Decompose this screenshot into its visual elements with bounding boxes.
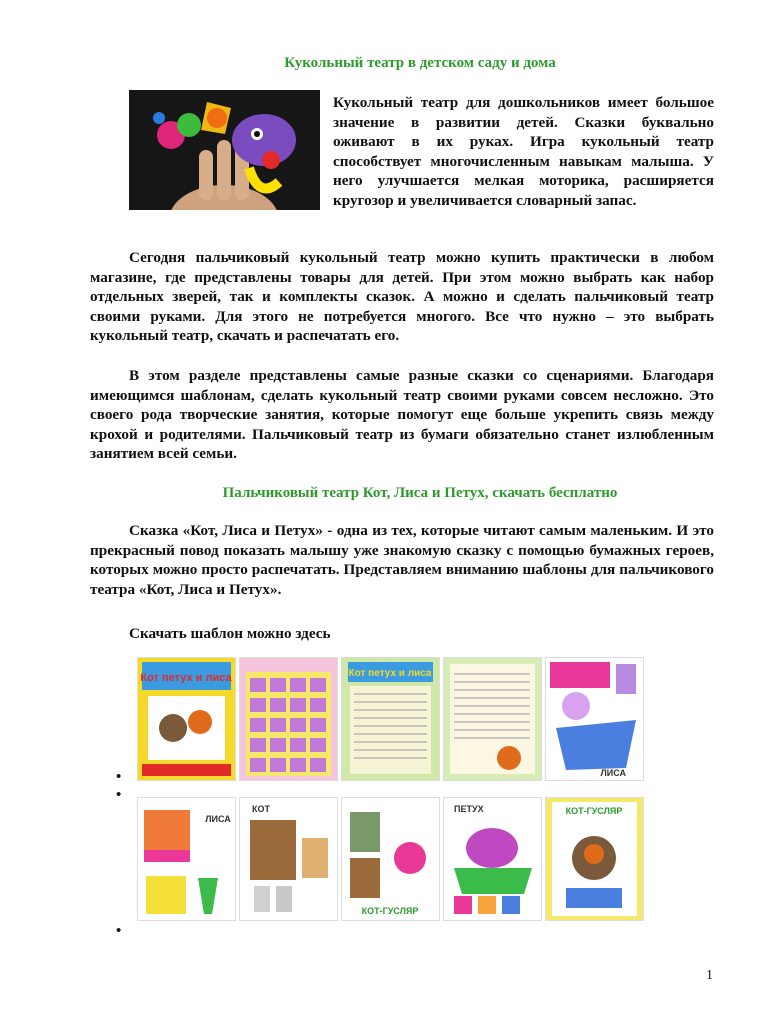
template-thumbnail-cover[interactable] [137, 657, 236, 781]
cat-gusliar-label-text-2: КОТ-ГУСЛЯР [565, 806, 623, 816]
paragraph-section-info: В этом разделе представлены самые разные сказки со сценариями. Благодаря имеющимся шаблонам, сделать кукольный театр своими руками совсем несложно. Это своего рода творческие занятия, которые помогут еще больше укрепить связь между крохой и родителями. Пальчиковый театр из бумаги обязательно станет излюбленным занятием всей семьи. [90, 367, 714, 462]
intro-paragraph: Кукольный театр для дошкольников имеет большое значение в развитии детей. Сказки буквально оживают в их руках. Игра кукольный театр способствует многочисленным навыкам малыша. У него улучшается мелкая моторика, расширяется кругозор и увеличивается словарный запас. [333, 94, 714, 209]
template-thumbnail-script-1[interactable] [341, 657, 440, 781]
template-thumbnail-rooster[interactable] [443, 797, 542, 921]
fox-label-text: ЛИСА [600, 768, 626, 778]
template-thumbnails-row-1 [137, 657, 644, 781]
template-thumbnails-row-2 [137, 797, 644, 921]
template-thumbnail-fox[interactable] [137, 797, 236, 921]
template-thumbnail-cat[interactable] [239, 797, 338, 921]
template-thumbnail-cat-gusliar-2[interactable] [545, 797, 644, 921]
template-thumbnail-script-2[interactable] [443, 657, 542, 781]
paragraph-fairy-tale: Сказка «Кот, Лиса и Петух» - одна из тех, которые читают самым маленьким. И это прекрасный повод показать малышу уже знакомую сказку с помощью бумажных героев, которых можно просто распечатать. Представляем вниманию шаблоны для пальчикового театра «Кот, Лиса и Петух». [90, 522, 714, 598]
page-number: 1 [706, 968, 713, 983]
finger-puppets-photo [129, 90, 320, 210]
script-title-text: Кот петух и лиса [348, 668, 432, 679]
paragraph-finger-theater: Сегодня пальчиковый кукольный театр можно купить практически в любом магазине, где представлены товары для детей. При этом можно выбрать как набор отдельных зверей, так и комплекты сказок. А можно и сделать пальчиковый театр своими руками. Для этого не потребуется многого. Все что нужно – это выбрать кукольный театр, скачать и распечатать его. [90, 249, 714, 344]
fox-label-text-2: ЛИСА [205, 814, 231, 824]
cat-label-text: КОТ [252, 804, 270, 814]
cover-title-text: Кот петух и лиса [140, 672, 232, 684]
download-template-link[interactable]: Скачать шаблон можно здесь [129, 625, 331, 642]
rooster-label-text: ПЕТУХ [454, 804, 484, 814]
list-bullet: • [116, 787, 122, 803]
cat-gusliar-label-text: КОТ-ГУСЛЯР [361, 906, 419, 916]
list-bullet: • [116, 923, 122, 939]
section-title: Пальчиковый театр Кот, Лиса и Петух, скачать бесплатно [222, 485, 618, 501]
list-bullet: • [116, 769, 122, 785]
template-thumbnail-grid[interactable] [239, 657, 338, 781]
template-thumbnail-cat-gusliar[interactable] [341, 797, 440, 921]
page-title: Кукольный театр в детском саду и дома [284, 55, 556, 71]
template-thumbnail-fox-parts[interactable] [545, 657, 644, 781]
